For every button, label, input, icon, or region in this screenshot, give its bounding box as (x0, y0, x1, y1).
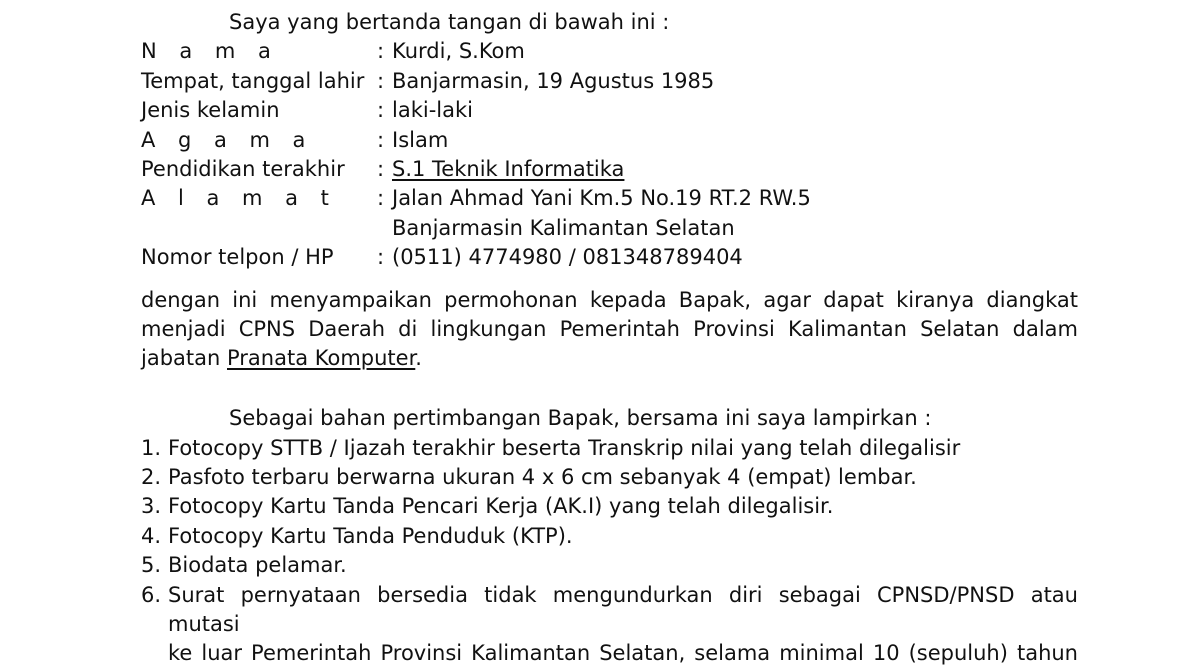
application-letter (141, 8, 1078, 669)
item-text: Fotocopy Kartu Tanda Penduduk (KTP). (168, 523, 573, 548)
field-religion (141, 126, 1078, 155)
field-colon: : (377, 68, 385, 93)
item-number: 2. (141, 464, 162, 489)
field-colon: : (377, 39, 385, 64)
list-item (141, 434, 1078, 463)
field-value: Jalan Ahmad Yani Km.5 No.19 RT.2 RW.5 (392, 186, 811, 211)
item-text: Biodata pelamar. (168, 553, 347, 578)
field-education (141, 155, 1078, 184)
intro-text: Saya yang bertanda tangan di bawah ini : (229, 10, 670, 34)
item-number: 5. (141, 553, 162, 578)
field-label: A l a m a t (141, 186, 337, 211)
field-label: Jenis kelamin (141, 98, 280, 123)
field-birth (141, 67, 1078, 96)
job-position: Pranata Komputer (227, 346, 416, 371)
attachments-list (141, 434, 1078, 669)
field-value: S.1 Teknik Informatika (392, 156, 625, 181)
field-address-continued (141, 214, 1078, 243)
field-value: Islam (392, 127, 449, 152)
request-paragraph (141, 286, 1078, 374)
list-item (141, 551, 1078, 580)
field-label: Tempat, tanggal lahir (141, 68, 365, 93)
list-item (141, 463, 1078, 492)
item-number: 3. (141, 494, 162, 519)
item-text: Fotocopy STTB / Ijazah terakhir beserta Transkrip nilai yang telah dilegalisir (168, 435, 961, 460)
field-label: A g a m a (141, 127, 314, 152)
field-colon: : (377, 156, 385, 181)
field-value: Banjarmasin, 19 Agustus 1985 (392, 68, 715, 93)
field-value: (0511) 4774980 / 081348789404 (392, 245, 743, 270)
request-line: dengan ini menyampaikan permohonan kepada Bapak, agar dapat kiranya diangkat (141, 287, 1078, 312)
field-value: Kurdi, S.Kom (392, 39, 525, 64)
field-address (141, 184, 1078, 213)
field-phone (141, 243, 1078, 272)
list-item (141, 522, 1078, 551)
item-number: 4. (141, 523, 162, 548)
request-line-prefix: jabatan (141, 346, 227, 371)
request-line: menjadi CPNS Daerah di lingkungan Pemerintah Provinsi Kalimantan Selatan dalam (141, 316, 1078, 341)
field-value: Banjarmasin Kalimantan Selatan (392, 215, 735, 240)
field-colon: : (377, 245, 385, 270)
attachments-intro: Sebagai bahan pertimbangan Bapak, bersama ini saya lampirkan : (229, 406, 932, 431)
item-text-continued: ke luar Pemerintah Provinsi Kalimantan Selatan, selama minimal 10 (sepuluh) tahun (168, 641, 1078, 666)
field-label: Nomor telpon / HP (141, 245, 334, 270)
list-item (141, 492, 1078, 521)
item-text: Pasfoto terbaru berwarna ukuran 4 x 6 cm sebanyak 4 (empat) lembar. (168, 464, 917, 489)
field-label: Pendidikan terakhir (141, 156, 345, 181)
request-line-suffix: . (415, 346, 422, 371)
field-colon: : (377, 98, 385, 123)
item-text: Surat pernyataan bersedia tidak mengundurkan diri sebagai CPNSD/PNSD atau mutasi (168, 582, 1078, 636)
field-colon: : (377, 127, 385, 152)
identity-fields (141, 37, 1078, 272)
field-gender (141, 96, 1078, 125)
field-label: N a m a (141, 39, 279, 64)
item-text: Fotocopy Kartu Tanda Pencari Kerja (AK.I) yang telah dilegalisir. (168, 494, 834, 519)
field-colon: : (377, 186, 385, 211)
field-value: laki-laki (392, 98, 473, 123)
item-number: 1. (141, 435, 162, 460)
list-item (141, 581, 1078, 669)
field-name (141, 37, 1078, 66)
item-number: 6. (141, 582, 162, 607)
